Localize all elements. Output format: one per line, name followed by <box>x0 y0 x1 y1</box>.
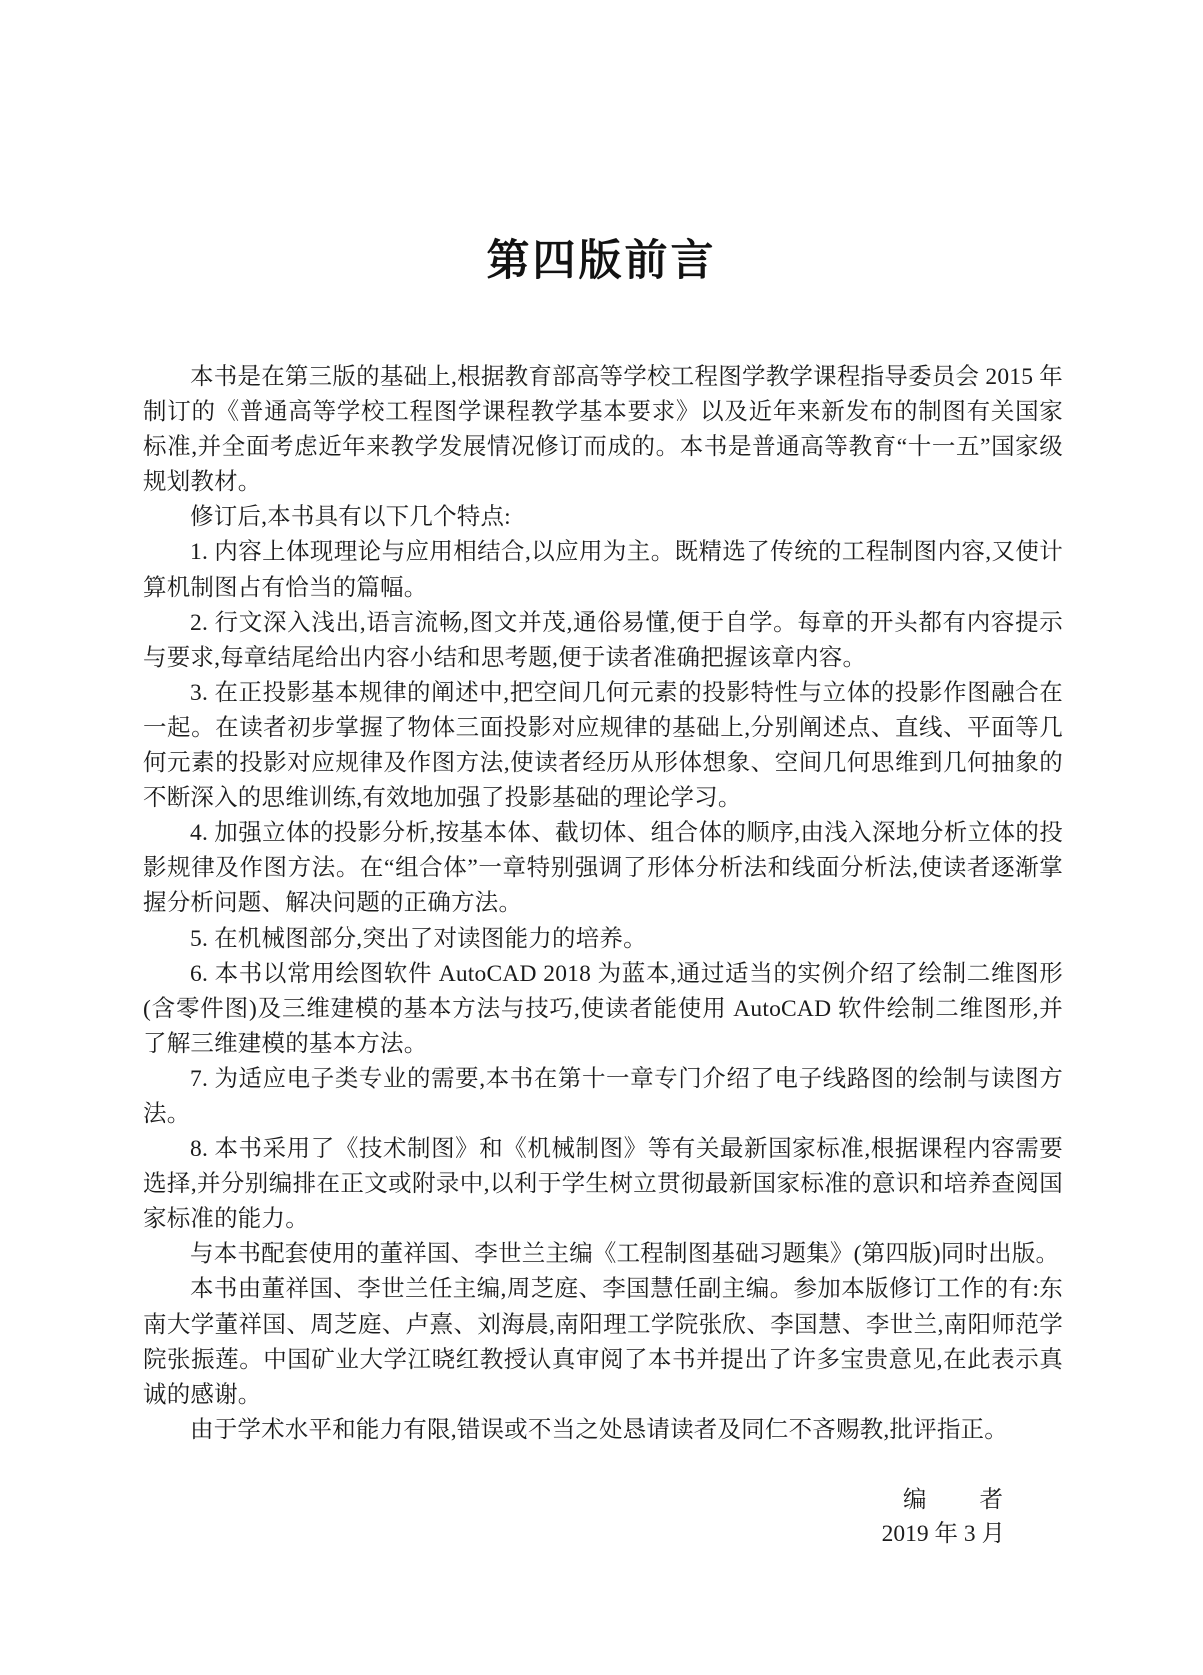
signature-block <box>0 1483 1063 1551</box>
paragraph-feature-5: 5. 在机械图部分,突出了对读图能力的培养。 <box>190 925 647 952</box>
paragraph-features-lead: 修订后,本书具有以下几个特点: <box>190 504 511 531</box>
page-title: 第四版前言 <box>486 237 717 285</box>
paragraph-intro: 本书是在第三版的基础上,根据教育部高等学校工程图学教学课程指导委员会 2015 年制订的《普通高等学校工程图学课程教学基本要求》以及近年来新发布的制图有关国家标准,并全面考虑近年来教学发展情况修订而成的。本书是普通高等教育“十一五”国家级规划教材。 <box>143 364 1063 496</box>
preface-body <box>143 360 1063 1448</box>
paragraph-feature-6: 6. 本书以常用绘图软件 AutoCAD 2018 为蓝本,通过适当的实例介绍了绘制二维图形(含零件图)及三维建模的基本方法与技巧,使读者能使用 AutoCAD 软件绘制二维图形,并了解三维建模的基本方法。 <box>143 960 1063 1057</box>
signature-date: 2019 年 3 月 <box>881 1520 1005 1547</box>
paragraph-feature-3: 3. 在正投影基本规律的阐述中,把空间几何元素的投影特性与立体的投影作图融合在一起。在读者初步掌握了物体三面投影对应规律的基础上,分别阐述点、直线、平面等几何元素的投影对应规律及作图方法,使读者经历从形体想象、空间几何思维到几何抽象的不断深入的思维训练,有效地加强了投影基础的理论学习。 <box>143 679 1063 812</box>
paragraph-feature-2: 2. 行文深入浅出,语言流畅,图文并茂,通俗易懂,便于自学。每章的开头都有内容提示与要求,每章结尾给出内容小结和思考题,便于读者准确把握该章内容。 <box>143 609 1063 671</box>
paragraph-closing: 由于学术水平和能力有限,错误或不当之处恳请读者及同仁不吝赐教,批评指正。 <box>190 1416 1008 1443</box>
paragraph-companion-book: 与本书配套使用的董祥国、李世兰主编《工程制图基础习题集》(第四版)同时出版。 <box>190 1241 1060 1268</box>
paragraph-feature-8: 8. 本书采用了《技术制图》和《机械制图》等有关最新国家标准,根据课程内容需要选择,并分别编排在正文或附录中,以利于学生树立贯彻最新国家标准的意识和培养查阅国家标准的能力。 <box>143 1136 1063 1233</box>
paragraph-feature-4: 4. 加强立体的投影分析,按基本体、截切体、组合体的顺序,由浅入深地分析立体的投影规律及作图方法。在“组合体”一章特别强调了形体分析法和线面分析法,使读者逐渐掌握分析问题、解决问题的正确方法。 <box>143 820 1063 917</box>
signature-author: 编 者 <box>903 1486 1005 1513</box>
paragraph-editors: 本书由董祥国、李世兰任主编,周芝庭、李国慧任副主编。参加本版修订工作的有:东南大学董祥国、周芝庭、卢熹、刘海晨,南阳理工学院张欣、李国慧、李世兰,南阳师范学院张振莲。中国矿业大学江晓红教授认真审阅了本书并提出了许多宝贵意见,在此表示真诚的感谢。 <box>143 1276 1063 1408</box>
paragraph-feature-1: 1. 内容上体现理论与应用相结合,以应用为主。既精选了传统的工程制图内容,又使计算机制图占有恰当的篇幅。 <box>143 539 1063 601</box>
paragraph-feature-7: 7. 为适应电子类专业的需要,本书在第十一章专门介绍了电子线路图的绘制与读图方法。 <box>143 1065 1063 1127</box>
